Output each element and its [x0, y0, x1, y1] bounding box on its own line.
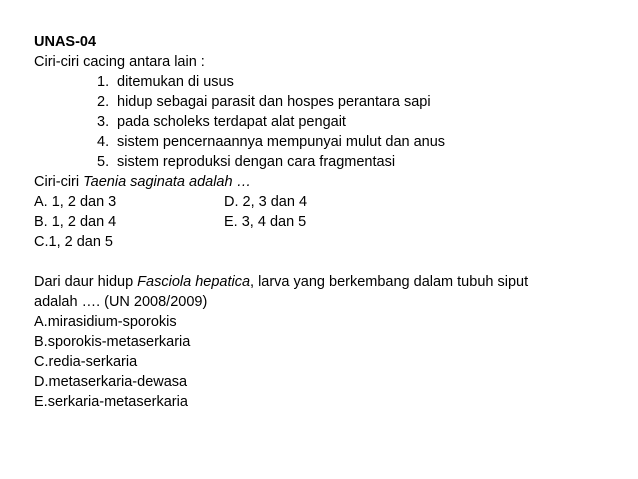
list-item-text: sistem pencernaannya mempunyai mulut dan anus	[117, 134, 446, 150]
list-item-number: 2.	[97, 94, 110, 110]
question-2-text	[34, 272, 528, 292]
option-d: D. 2, 3 dan 4	[224, 194, 308, 210]
option-a: A.mirasidium-sporokis	[34, 314, 177, 330]
question-2-text-line2: adalah …. (UN 2008/2009)	[34, 294, 208, 310]
list-item-text: pada scholeks terdapat alat pengait	[117, 114, 346, 130]
list-item	[97, 112, 346, 132]
list-item-text: hidup sebagai parasit dan hospes perantara sapi	[117, 94, 431, 110]
option-b: B.sporokis-metaserkaria	[34, 334, 191, 350]
question-intro: Ciri-ciri cacing antara lain :	[34, 54, 205, 70]
option-e: E. 3, 4 dan 5	[224, 214, 307, 230]
option-e: E.serkaria-metaserkaria	[34, 394, 188, 410]
option-b: B. 1, 2 dan 4	[34, 214, 117, 230]
option-a: A. 1, 2 dan 3	[34, 194, 117, 210]
question-species: Taenia saginata adalah …	[83, 174, 252, 190]
question-2-species: Fasciola hepatica	[137, 274, 251, 290]
list-item-text: ditemukan di usus	[117, 74, 234, 90]
list-item	[97, 72, 234, 92]
list-item-text: sistem reproduksi dengan cara fragmentasi	[117, 154, 396, 170]
question-heading: UNAS-04	[34, 34, 97, 50]
list-item-number: 5.	[97, 154, 110, 170]
question-2-suffix: , larva yang berkembang dalam tubuh siput	[250, 274, 529, 290]
list-item	[97, 152, 395, 172]
option-c: C.1, 2 dan 5	[34, 234, 113, 250]
list-item	[97, 92, 431, 112]
question-2-prefix: Dari daur hidup	[34, 274, 138, 290]
option-d: D.metaserkaria-dewasa	[34, 374, 188, 390]
option-c: C.redia-serkaria	[34, 354, 138, 370]
list-item	[97, 132, 445, 152]
question-prefix: Ciri-ciri	[34, 174, 84, 190]
list-item-number: 1.	[97, 74, 110, 90]
list-item-number: 3.	[97, 114, 110, 130]
question-text	[34, 172, 251, 192]
list-item-number: 4.	[97, 134, 110, 150]
